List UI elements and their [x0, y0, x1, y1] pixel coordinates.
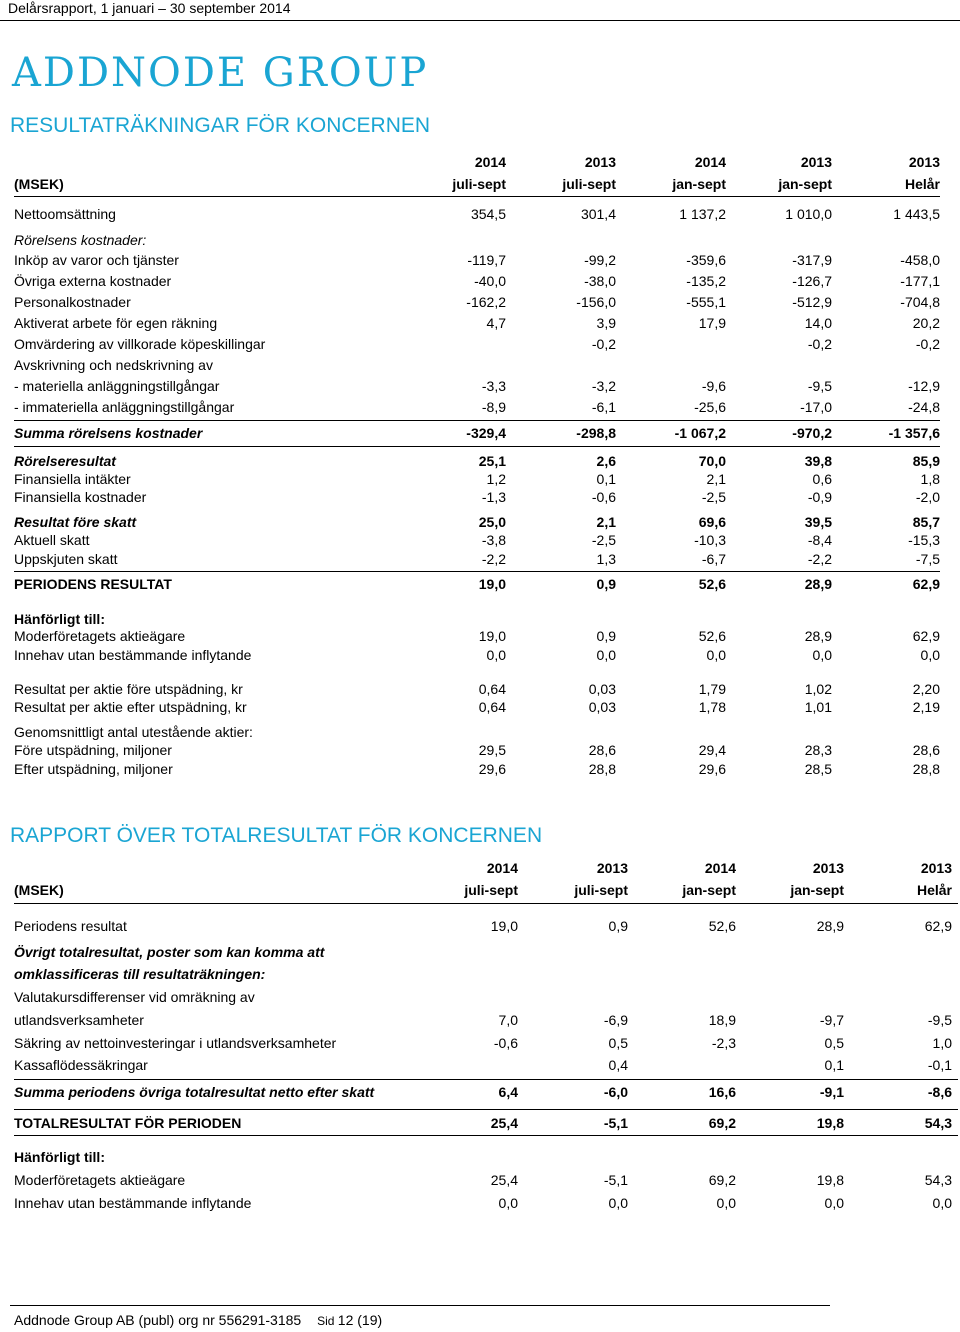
table-row	[14, 1149, 958, 1167]
row-value: 0,1	[596, 471, 616, 487]
row-label: Moderföretagets aktieägare	[14, 628, 186, 644]
table-row	[14, 551, 940, 569]
row-value: -1 357,6	[888, 425, 940, 441]
row-value: 0,0	[486, 647, 506, 663]
row-value: 3,9	[596, 315, 616, 331]
row-label: Före utspädning, miljoner	[14, 742, 172, 758]
row-label: omklassificeras till resultaträkningen:	[14, 966, 266, 982]
row-label: Kassaflödessäkringar	[14, 1057, 148, 1073]
row-label: Övrigt totalresultat, poster som kan komma att	[14, 944, 325, 960]
row-value: -9,5	[927, 1012, 952, 1028]
row-value: 54,3	[924, 1115, 952, 1131]
row-value: -162,2	[466, 294, 506, 310]
income-statement-title: RESULTATRÄKNINGAR FÖR KONCERNEN	[10, 114, 431, 137]
table-row	[14, 399, 940, 417]
column-period: juli-sept	[574, 882, 628, 898]
row-value: -0,2	[915, 336, 940, 352]
row-value: 7,0	[498, 1012, 518, 1028]
row-value: 0,0	[498, 1195, 518, 1211]
row-value: -10,3	[694, 532, 726, 548]
row-value: 17,9	[698, 315, 726, 331]
row-label: Resultat per aktie före utspädning, kr	[14, 681, 243, 697]
row-value: -6,0	[603, 1084, 628, 1100]
row-value: -6,1	[591, 399, 616, 415]
row-value: 18,9	[708, 1012, 736, 1028]
column-period: jan-sept	[682, 882, 736, 898]
row-value: 0,03	[588, 681, 616, 697]
comprehensive-income-title: RAPPORT ÖVER TOTALRESULTAT FÖR KONCERNEN	[10, 824, 543, 847]
subtotal-rule	[14, 1109, 958, 1110]
row-value: 19,8	[816, 1115, 844, 1131]
row-value: 69,2	[708, 1172, 736, 1188]
row-label: Aktuell skatt	[14, 532, 90, 548]
row-value: 0,5	[824, 1035, 844, 1051]
page-footer	[14, 1312, 382, 1328]
row-label: Summa periodens övriga totalresultat netto efter skatt	[14, 1084, 375, 1100]
row-label: Nettoomsättning	[14, 206, 116, 222]
row-value: 0,4	[608, 1057, 628, 1073]
row-label: - immateriella anläggningstillgångar	[14, 399, 235, 415]
row-value: -177,1	[900, 273, 940, 289]
row-value: -3,3	[481, 378, 506, 394]
period-header-row	[14, 176, 940, 194]
row-value: 0,9	[596, 628, 616, 644]
unit-label: (MSEK)	[14, 882, 64, 898]
row-value: -0,1	[927, 1057, 952, 1073]
table-row	[14, 611, 940, 629]
table-row	[14, 1195, 958, 1213]
row-value: 1,02	[804, 681, 832, 697]
header-rule	[14, 196, 940, 197]
row-value: 39,8	[804, 453, 832, 469]
table-row	[14, 628, 940, 646]
row-value: -2,3	[711, 1035, 736, 1051]
row-value: 28,6	[912, 742, 940, 758]
row-value: 0,5	[608, 1035, 628, 1051]
page-header	[0, 0, 960, 44]
row-label: Finansiella intäkter	[14, 471, 131, 487]
row-label: PERIODENS RESULTAT	[14, 576, 172, 592]
row-value: -99,2	[584, 252, 616, 268]
row-value: 62,9	[912, 576, 940, 592]
row-value: 0,0	[812, 647, 832, 663]
row-value: 1 010,0	[785, 206, 832, 222]
subtotal-rule	[14, 1079, 958, 1080]
row-value: 29,6	[698, 761, 726, 777]
row-value: -2,0	[915, 489, 940, 505]
row-value: -0,2	[591, 336, 616, 352]
column-year: 2013	[596, 860, 628, 876]
row-value: -704,8	[900, 294, 940, 310]
row-value: -15,3	[908, 532, 940, 548]
table-row	[14, 944, 958, 962]
row-value: 2,20	[912, 681, 940, 697]
row-value: -3,8	[481, 532, 506, 548]
subtotal-rule	[14, 420, 940, 421]
row-label: Periodens resultat	[14, 918, 127, 934]
row-value: 28,5	[804, 761, 832, 777]
table-row	[14, 742, 940, 760]
company-logo: ADDNODE GROUP	[12, 50, 429, 96]
unit-label: (MSEK)	[14, 176, 64, 192]
row-value: 1,2	[486, 471, 506, 487]
table-row	[14, 918, 958, 936]
header-divider	[0, 20, 960, 21]
row-value: -17,0	[800, 399, 832, 415]
column-period: jan-sept	[790, 882, 844, 898]
row-label: - materiella anläggningstillgångar	[14, 378, 220, 394]
row-value: 25,1	[478, 453, 506, 469]
row-value: -9,1	[819, 1084, 844, 1100]
row-value: -38,0	[584, 273, 616, 289]
table-row	[14, 489, 940, 507]
row-value: 62,9	[924, 918, 952, 934]
table-row	[14, 315, 940, 333]
row-value: -9,6	[701, 378, 726, 394]
footer-page-number	[317, 1314, 382, 1328]
row-value: 54,3	[924, 1172, 952, 1188]
row-value: 29,6	[478, 761, 506, 777]
row-value: 29,4	[698, 742, 726, 758]
row-value: -2,2	[481, 551, 506, 567]
row-value: 70,0	[698, 453, 726, 469]
row-value: 0,6	[812, 471, 832, 487]
row-value: 2,19	[912, 699, 940, 715]
row-value: -119,7	[467, 252, 506, 268]
row-value: 1,3	[596, 551, 616, 567]
row-label: Hänförligt till:	[14, 611, 105, 627]
row-value: -135,2	[686, 273, 726, 289]
table-row	[14, 252, 940, 270]
row-value: 28,8	[912, 761, 940, 777]
row-value: -25,6	[694, 399, 726, 415]
row-label: Säkring av nettoinvesteringar i utlandsverksamheter	[14, 1035, 337, 1051]
table-row	[14, 336, 940, 354]
row-label: Resultat före skatt	[14, 514, 137, 530]
row-value: -317,9	[792, 252, 832, 268]
row-value: -2,5	[591, 532, 616, 548]
row-value: 0,0	[824, 1195, 844, 1211]
column-year: 2013	[584, 154, 616, 170]
table-row	[14, 294, 940, 312]
row-value: 19,0	[478, 628, 506, 644]
row-label: Övriga externa kostnader	[14, 273, 172, 289]
row-label: Uppskjuten skatt	[14, 551, 118, 567]
row-value: -12,9	[908, 378, 940, 394]
row-value: -8,9	[481, 399, 506, 415]
row-label: TOTALRESULTAT FÖR PERIODEN	[14, 1115, 242, 1131]
row-value: 0,0	[716, 1195, 736, 1211]
row-value: 29,5	[478, 742, 506, 758]
table-row	[14, 681, 940, 699]
row-value: -1 067,2	[674, 425, 726, 441]
table-row	[14, 966, 958, 984]
row-value: 28,8	[588, 761, 616, 777]
row-label: Valutakursdifferenser vid omräkning av	[14, 989, 255, 1005]
row-value: -9,5	[807, 378, 832, 394]
row-value: 19,8	[816, 1172, 844, 1188]
row-value: -458,0	[900, 252, 940, 268]
row-value: 1,0	[932, 1035, 952, 1051]
row-value: -8,6	[927, 1084, 952, 1100]
table-row	[14, 699, 940, 717]
row-value: -5,1	[603, 1172, 628, 1188]
table-row	[14, 724, 940, 742]
row-value: 2,1	[706, 471, 726, 487]
row-value: 25,0	[478, 514, 506, 530]
row-value: -6,7	[701, 551, 726, 567]
subtotal-rule	[14, 1135, 958, 1136]
row-label: utlandsverksamheter	[14, 1012, 144, 1028]
subtotal-rule	[14, 571, 940, 572]
column-period: jan-sept	[778, 176, 832, 192]
row-value: -156,0	[576, 294, 616, 310]
table-row	[14, 532, 940, 550]
row-label: Resultat per aktie efter utspädning, kr	[14, 699, 247, 715]
table-row	[14, 1084, 958, 1102]
row-label: Finansiella kostnader	[14, 489, 147, 505]
row-value: 20,2	[912, 315, 940, 331]
column-year: 2014	[694, 154, 726, 170]
row-value: 0,64	[478, 681, 506, 697]
row-value: 25,4	[490, 1115, 518, 1131]
row-label: Aktiverat arbete för egen räkning	[14, 315, 218, 331]
row-value: -2,2	[807, 551, 832, 567]
table-row	[14, 357, 940, 375]
row-label: Rörelsens kostnader:	[14, 232, 147, 248]
table-row	[14, 232, 940, 250]
row-value: 69,2	[708, 1115, 736, 1131]
row-value: -5,1	[603, 1115, 628, 1131]
row-value: -298,8	[576, 425, 616, 441]
table-row	[14, 514, 940, 532]
row-label: Genomsnittligt antal utestående aktier:	[14, 724, 253, 740]
row-value: 2,6	[596, 453, 616, 469]
row-value: 4,7	[486, 315, 506, 331]
table-row	[14, 1057, 958, 1075]
column-year: 2013	[920, 860, 952, 876]
row-label: Summa rörelsens kostnader	[14, 425, 203, 441]
row-value: 1,01	[804, 699, 832, 715]
row-value: -0,6	[591, 489, 616, 505]
column-period: juli-sept	[452, 176, 506, 192]
row-value: 25,4	[490, 1172, 518, 1188]
row-value: 354,5	[470, 206, 506, 222]
row-value: -0,2	[807, 336, 832, 352]
table-row	[14, 1172, 958, 1190]
table-row	[14, 576, 940, 594]
row-value: 28,6	[588, 742, 616, 758]
row-value: 28,9	[804, 576, 832, 592]
row-label: Innehav utan bestämmande inflytande	[14, 647, 252, 663]
year-header-row	[14, 154, 940, 172]
row-value: 0,9	[596, 576, 616, 592]
column-period: juli-sept	[562, 176, 616, 192]
row-value: 28,9	[816, 918, 844, 934]
table-row	[14, 1035, 958, 1053]
row-label: Inköp av varor och tjänster	[14, 252, 179, 268]
row-value: 14,0	[804, 315, 832, 331]
footer-divider	[10, 1305, 830, 1306]
row-label: Innehav utan bestämmande inflytande	[14, 1195, 252, 1211]
column-period: Helår	[916, 882, 952, 898]
period-header-row	[14, 882, 958, 900]
column-year: 2014	[474, 154, 506, 170]
footer-page-value: 12 (19)	[337, 1312, 383, 1328]
row-value: 2,1	[596, 514, 616, 530]
row-value: -512,9	[792, 294, 832, 310]
year-header-row	[14, 860, 958, 878]
column-year: 2014	[486, 860, 518, 876]
row-value: 6,4	[498, 1084, 518, 1100]
row-value: 301,4	[580, 206, 616, 222]
column-period: juli-sept	[464, 882, 518, 898]
table-row	[14, 425, 940, 443]
column-year: 2014	[704, 860, 736, 876]
table-row	[14, 989, 958, 1007]
column-period: Helår	[904, 176, 940, 192]
row-value: -7,5	[915, 551, 940, 567]
row-value: -970,2	[792, 425, 832, 441]
row-value: 0,03	[588, 699, 616, 715]
row-value: 1,79	[698, 681, 726, 697]
table-row	[14, 206, 940, 224]
row-value: -8,4	[807, 532, 832, 548]
row-value: 0,0	[920, 647, 940, 663]
row-value: 85,9	[912, 453, 940, 469]
column-year: 2013	[800, 154, 832, 170]
row-value: 52,6	[698, 576, 726, 592]
row-label: Moderföretagets aktieägare	[14, 1172, 186, 1188]
row-value: 19,0	[490, 918, 518, 934]
row-value: 0,0	[596, 647, 616, 663]
column-year: 2013	[812, 860, 844, 876]
row-value: 0,0	[706, 647, 726, 663]
row-value: 1 443,5	[893, 206, 940, 222]
row-value: 1 137,2	[679, 206, 726, 222]
row-value: 39,5	[804, 514, 832, 530]
row-value: 1,8	[920, 471, 940, 487]
row-value: -6,9	[603, 1012, 628, 1028]
table-row	[14, 1115, 958, 1133]
row-value: 0,64	[478, 699, 506, 715]
row-value: -0,6	[493, 1035, 518, 1051]
table-row	[14, 761, 940, 779]
row-label: Avskrivning och nedskrivning av	[14, 357, 213, 373]
column-year: 2013	[908, 154, 940, 170]
report-period-header: Delårsrapport, 1 januari – 30 september 2014	[8, 0, 291, 16]
row-value: 85,7	[912, 514, 940, 530]
row-label: Omvärdering av villkorade köpeskillingar	[14, 336, 266, 352]
table-row	[14, 378, 940, 396]
row-value: -0,9	[807, 489, 832, 505]
row-label: Rörelseresultat	[14, 453, 116, 469]
subtotal-rule	[14, 446, 940, 447]
row-value: -359,6	[686, 252, 726, 268]
header-rule	[14, 903, 958, 904]
row-value: -9,7	[819, 1012, 844, 1028]
row-value: 28,9	[804, 628, 832, 644]
row-value: -40,0	[474, 273, 506, 289]
row-value: -24,8	[908, 399, 940, 415]
row-label: Personalkostnader	[14, 294, 131, 310]
column-period: jan-sept	[672, 176, 726, 192]
row-label: Hänförligt till:	[14, 1149, 105, 1165]
row-value: -555,1	[686, 294, 726, 310]
row-value: 0,9	[608, 918, 628, 934]
row-value: -126,7	[792, 273, 832, 289]
row-value: -3,2	[591, 378, 616, 394]
row-value: 62,9	[912, 628, 940, 644]
footer-sid-label: Sid	[317, 1314, 335, 1328]
row-value: -329,4	[466, 425, 506, 441]
table-row	[14, 453, 940, 471]
row-value: 69,6	[698, 514, 726, 530]
table-row	[14, 273, 940, 291]
row-value: -2,5	[701, 489, 726, 505]
row-value: -1,3	[481, 489, 506, 505]
row-value: 0,0	[932, 1195, 952, 1211]
row-value: 0,0	[608, 1195, 628, 1211]
row-value: 1,78	[698, 699, 726, 715]
row-value: 52,6	[698, 628, 726, 644]
row-value: 52,6	[708, 918, 736, 934]
row-value: 28,3	[804, 742, 832, 758]
row-value: 16,6	[708, 1084, 736, 1100]
row-label: Efter utspädning, miljoner	[14, 761, 173, 777]
table-row	[14, 647, 940, 665]
table-row	[14, 471, 940, 489]
table-row	[14, 1012, 958, 1030]
footer-company: Addnode Group AB (publ) org nr 556291-3185	[14, 1312, 302, 1328]
row-value: 19,0	[478, 576, 506, 592]
row-value: 0,1	[824, 1057, 844, 1073]
